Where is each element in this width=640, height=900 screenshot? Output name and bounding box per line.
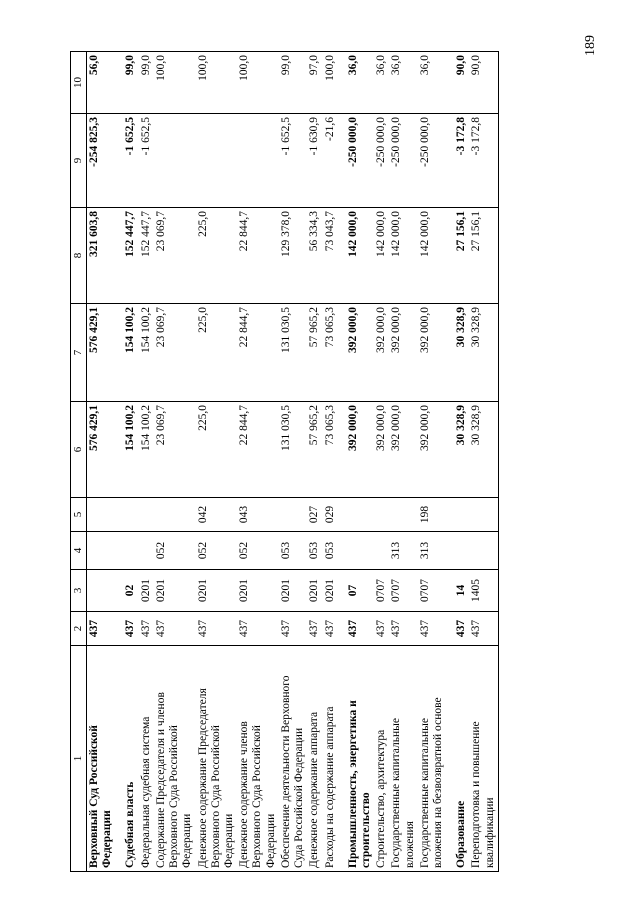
- table-cell-col-5: [154, 498, 196, 532]
- table-cell-col-9: -21,6: [323, 114, 338, 208]
- table-cell-col-10: 99,0: [123, 52, 138, 114]
- spacer-cell: [338, 498, 346, 532]
- table-cell-col-3: 02: [123, 570, 138, 612]
- spacer-cell: [446, 570, 454, 612]
- table-cell-col-10: 99,0: [279, 52, 307, 114]
- spacer-row: [338, 52, 346, 872]
- table-cell-col-4: 053: [323, 532, 338, 570]
- table-cell-col-9: [196, 114, 238, 208]
- page-number: 189: [583, 35, 598, 56]
- spacer-cell: [446, 402, 454, 498]
- table-cell-col-6: 23 069,7: [154, 402, 196, 498]
- table-cell-col-1: Верховный Суд Российской Федерации: [87, 646, 116, 872]
- rotated-table-container: [70, 52, 610, 872]
- table-cell-col-10: 36,0: [418, 52, 446, 114]
- table-cell-col-4: 313: [389, 532, 417, 570]
- table-cell-col-9: -250 000,0: [346, 114, 374, 208]
- table-cell-col-6: 392 000,0: [389, 402, 417, 498]
- table-row: [279, 52, 307, 872]
- table-cell-col-10: 100,0: [154, 52, 196, 114]
- table-cell-col-5: [139, 498, 154, 532]
- table-cell-col-4: 053: [307, 532, 322, 570]
- spacer-cell: [446, 52, 454, 114]
- table-cell-col-10: 90,0: [454, 52, 469, 114]
- spacer-cell: [338, 304, 346, 402]
- table-cell-col-2: 437: [87, 612, 116, 646]
- table-cell-col-7: 392 000,0: [418, 304, 446, 402]
- table-cell-col-10: 36,0: [346, 52, 374, 114]
- table-cell-col-3: [87, 570, 116, 612]
- table-cell-col-5: 043: [237, 498, 279, 532]
- table-cell-col-5: [279, 498, 307, 532]
- table-cell-col-6: 576 429,1: [87, 402, 116, 498]
- table-cell-col-6: 154 100,2: [139, 402, 154, 498]
- table-cell-col-2: 437: [279, 612, 307, 646]
- table-cell-col-7: 154 100,2: [123, 304, 138, 402]
- table-cell-col-6: 392 000,0: [346, 402, 374, 498]
- table-row: [323, 52, 338, 872]
- table-cell-col-3: 0201: [196, 570, 238, 612]
- table-cell-col-3: 14: [454, 570, 469, 612]
- table-cell-col-3: 0707: [418, 570, 446, 612]
- table-cell-col-7: 131 030,5: [279, 304, 307, 402]
- spacer-cell: [446, 532, 454, 570]
- table-cell-col-4: 052: [237, 532, 279, 570]
- table-cell-col-5: 042: [196, 498, 238, 532]
- table-cell-col-1: Промышленность, энергетика и строительство: [346, 646, 374, 872]
- table-cell-col-10: 90,0: [469, 52, 498, 114]
- table-cell-col-9: -250 000,0: [389, 114, 417, 208]
- column-header-1: 1: [71, 646, 87, 872]
- table-cell-col-7: 30 328,9: [469, 304, 498, 402]
- table-cell-col-4: [374, 532, 389, 570]
- table-cell-col-7: 57 965,2: [307, 304, 322, 402]
- table-cell-col-8: 27 156,1: [469, 208, 498, 304]
- table-row: [374, 52, 389, 872]
- table-cell-col-9: -1 652,5: [279, 114, 307, 208]
- table-cell-col-4: [123, 532, 138, 570]
- table-cell-col-10: 100,0: [196, 52, 238, 114]
- table-cell-col-3: 0201: [139, 570, 154, 612]
- table-cell-col-1: Расходы на содержание аппарата: [323, 646, 338, 872]
- table-cell-col-7: 392 000,0: [346, 304, 374, 402]
- table-cell-col-1: Денежное содержание аппарата: [307, 646, 322, 872]
- table-cell-col-2: 437: [139, 612, 154, 646]
- column-header-4: 4: [71, 532, 87, 570]
- table-row: [154, 52, 196, 872]
- table-cell-col-4: [346, 532, 374, 570]
- table-cell-col-7: 392 000,0: [389, 304, 417, 402]
- table-cell-col-1: Образование: [454, 646, 469, 872]
- table-cell-col-3: 0201: [237, 570, 279, 612]
- table-cell-col-9: [237, 114, 279, 208]
- table-cell-col-3: 0707: [389, 570, 417, 612]
- table-cell-col-5: [87, 498, 116, 532]
- table-cell-col-9: -1 652,5: [139, 114, 154, 208]
- table-cell-col-2: 437: [346, 612, 374, 646]
- column-header-6: 6: [71, 402, 87, 498]
- table-row: [123, 52, 138, 872]
- spacer-cell: [338, 52, 346, 114]
- table-cell-col-2: 437: [418, 612, 446, 646]
- column-header-2: 2: [71, 612, 87, 646]
- table-cell-col-7: 154 100,2: [139, 304, 154, 402]
- table-cell-col-9: -3 172,8: [454, 114, 469, 208]
- column-header-8: 8: [71, 208, 87, 304]
- table-cell-col-4: 053: [279, 532, 307, 570]
- column-header-10: 10: [71, 52, 87, 114]
- table-cell-col-6: 22 844,7: [237, 402, 279, 498]
- table-cell-col-5: 027: [307, 498, 322, 532]
- table-cell-col-1: Денежное содержание Председателя Верховного Суда Российской Федерации: [196, 646, 238, 872]
- table-cell-col-1: Содержание Председателя и членов Верховного Суда Российской Федерации: [154, 646, 196, 872]
- table-cell-col-8: 142 000,0: [346, 208, 374, 304]
- table-row: [307, 52, 322, 872]
- spacer-cell: [115, 570, 123, 612]
- table-body: [87, 52, 499, 872]
- table-cell-col-1: Судебная власть: [123, 646, 138, 872]
- table-cell-col-2: 437: [154, 612, 196, 646]
- table-cell-col-6: 131 030,5: [279, 402, 307, 498]
- table-cell-col-5: 029: [323, 498, 338, 532]
- table-cell-col-5: [454, 498, 469, 532]
- table-cell-col-3: 0201: [279, 570, 307, 612]
- table-cell-col-3: 0201: [307, 570, 322, 612]
- table-row: [469, 52, 498, 872]
- table-cell-col-8: 56 334,3: [307, 208, 322, 304]
- table-cell-col-1: Федеральная судебная система: [139, 646, 154, 872]
- budget-table: [70, 51, 499, 872]
- table-cell-col-4: [469, 532, 498, 570]
- table-cell-col-6: 225,0: [196, 402, 238, 498]
- table-cell-col-8: 27 156,1: [454, 208, 469, 304]
- table-cell-col-4: 052: [196, 532, 238, 570]
- column-header-7: 7: [71, 304, 87, 402]
- table-row: [389, 52, 417, 872]
- table-cell-col-10: 100,0: [237, 52, 279, 114]
- spacer-cell: [338, 570, 346, 612]
- spacer-cell: [338, 646, 346, 872]
- table-cell-col-5: [123, 498, 138, 532]
- table-cell-col-1: Обеспечение деятельности Верховного Суда Российской Федерации: [279, 646, 307, 872]
- table-cell-col-8: 321 603,8: [87, 208, 116, 304]
- table-cell-col-2: 437: [237, 612, 279, 646]
- table-cell-col-2: 437: [307, 612, 322, 646]
- header-row: [71, 52, 87, 872]
- spacer-cell: [446, 304, 454, 402]
- table-cell-col-4: 052: [154, 532, 196, 570]
- spacer-cell: [115, 646, 123, 872]
- spacer-cell: [115, 114, 123, 208]
- table-cell-col-3: 0201: [323, 570, 338, 612]
- table-cell-col-3: 07: [346, 570, 374, 612]
- table-cell-col-1: Строительство, архитектура: [374, 646, 389, 872]
- spacer-cell: [338, 532, 346, 570]
- table-cell-col-1: Государственные капитальные вложения: [389, 646, 417, 872]
- table-cell-col-6: 30 328,9: [454, 402, 469, 498]
- column-header-3: 3: [71, 570, 87, 612]
- spacer-cell: [446, 498, 454, 532]
- spacer-row: [446, 52, 454, 872]
- table-cell-col-6: 57 965,2: [307, 402, 322, 498]
- table-cell-col-6: 73 065,3: [323, 402, 338, 498]
- spacer-cell: [338, 612, 346, 646]
- table-cell-col-5: [389, 498, 417, 532]
- spacer-cell: [115, 208, 123, 304]
- table-cell-col-3: 1405: [469, 570, 498, 612]
- table-cell-col-2: 437: [374, 612, 389, 646]
- spacer-cell: [446, 646, 454, 872]
- table-cell-col-9: [154, 114, 196, 208]
- table-cell-col-8: 23 069,7: [154, 208, 196, 304]
- table-cell-col-9: -254 825,3: [87, 114, 116, 208]
- table-cell-col-8: 142 000,0: [389, 208, 417, 304]
- spacer-cell: [446, 612, 454, 646]
- table-row: [87, 52, 116, 872]
- table-cell-col-1: Государственные капитальные вложения на безвозвратной основе: [418, 646, 446, 872]
- table-cell-col-2: 437: [123, 612, 138, 646]
- table-row: [237, 52, 279, 872]
- table-cell-col-7: 392 000,0: [374, 304, 389, 402]
- table-cell-col-9: -250 000,0: [374, 114, 389, 208]
- table-cell-col-1: Денежное содержание членов Верховного Суда Российской Федерации: [237, 646, 279, 872]
- table-cell-col-7: 23 069,7: [154, 304, 196, 402]
- table-cell-col-8: 142 000,0: [374, 208, 389, 304]
- table-cell-col-6: 392 000,0: [374, 402, 389, 498]
- table-cell-col-10: 97,0: [307, 52, 322, 114]
- table-cell-col-3: 0201: [154, 570, 196, 612]
- table-cell-col-7: 73 065,3: [323, 304, 338, 402]
- table-cell-col-3: 0707: [374, 570, 389, 612]
- spacer-cell: [115, 498, 123, 532]
- table-cell-col-6: 392 000,0: [418, 402, 446, 498]
- table-cell-col-2: 437: [196, 612, 238, 646]
- table-cell-col-9: -1 630,9: [307, 114, 322, 208]
- table-cell-col-8: 129 378,0: [279, 208, 307, 304]
- table-row: [346, 52, 374, 872]
- table-cell-col-2: 437: [323, 612, 338, 646]
- table-cell-col-2: 437: [454, 612, 469, 646]
- spacer-cell: [338, 208, 346, 304]
- table-cell-col-8: 142 000,0: [418, 208, 446, 304]
- table-cell-col-10: 36,0: [389, 52, 417, 114]
- table-cell-col-9: -3 172,8: [469, 114, 498, 208]
- table-cell-col-6: 154 100,2: [123, 402, 138, 498]
- table-cell-col-7: 22 844,7: [237, 304, 279, 402]
- spacer-cell: [115, 304, 123, 402]
- table-cell-col-10: 100,0: [323, 52, 338, 114]
- table-cell-col-5: [469, 498, 498, 532]
- table-cell-col-4: [454, 532, 469, 570]
- table-cell-col-9: -250 000,0: [418, 114, 446, 208]
- table-cell-col-5: [346, 498, 374, 532]
- table-row: [139, 52, 154, 872]
- table-row: [418, 52, 446, 872]
- spacer-cell: [115, 612, 123, 646]
- table-cell-col-2: 437: [389, 612, 417, 646]
- table-cell-col-7: 576 429,1: [87, 304, 116, 402]
- table-cell-col-8: 22 844,7: [237, 208, 279, 304]
- table-cell-col-10: 56,0: [87, 52, 116, 114]
- table-row: [454, 52, 469, 872]
- table-cell-col-9: -1 652,5: [123, 114, 138, 208]
- table-cell-col-10: 99,0: [139, 52, 154, 114]
- table-cell-col-8: 152 447,7: [139, 208, 154, 304]
- table-cell-col-5: [374, 498, 389, 532]
- column-header-5: 5: [71, 498, 87, 532]
- table-cell-col-4: [139, 532, 154, 570]
- spacer-cell: [446, 208, 454, 304]
- table-row: [196, 52, 238, 872]
- spacer-cell: [338, 402, 346, 498]
- spacer-cell: [115, 532, 123, 570]
- table-cell-col-4: [87, 532, 116, 570]
- table-cell-col-2: 437: [469, 612, 498, 646]
- spacer-cell: [446, 114, 454, 208]
- spacer-cell: [115, 402, 123, 498]
- table-cell-col-7: 30 328,9: [454, 304, 469, 402]
- table-cell-col-4: 313: [418, 532, 446, 570]
- spacer-row: [115, 52, 123, 872]
- spacer-cell: [115, 52, 123, 114]
- table-cell-col-8: 73 043,7: [323, 208, 338, 304]
- spacer-cell: [338, 114, 346, 208]
- table-cell-col-8: 152 447,7: [123, 208, 138, 304]
- table-cell-col-10: 36,0: [374, 52, 389, 114]
- table-cell-col-6: 30 328,9: [469, 402, 498, 498]
- table-cell-col-5: 198: [418, 498, 446, 532]
- table-cell-col-8: 225,0: [196, 208, 238, 304]
- column-header-9: 9: [71, 114, 87, 208]
- table-cell-col-7: 225,0: [196, 304, 238, 402]
- table-cell-col-1: Переподготовка и повышение квалификации: [469, 646, 498, 872]
